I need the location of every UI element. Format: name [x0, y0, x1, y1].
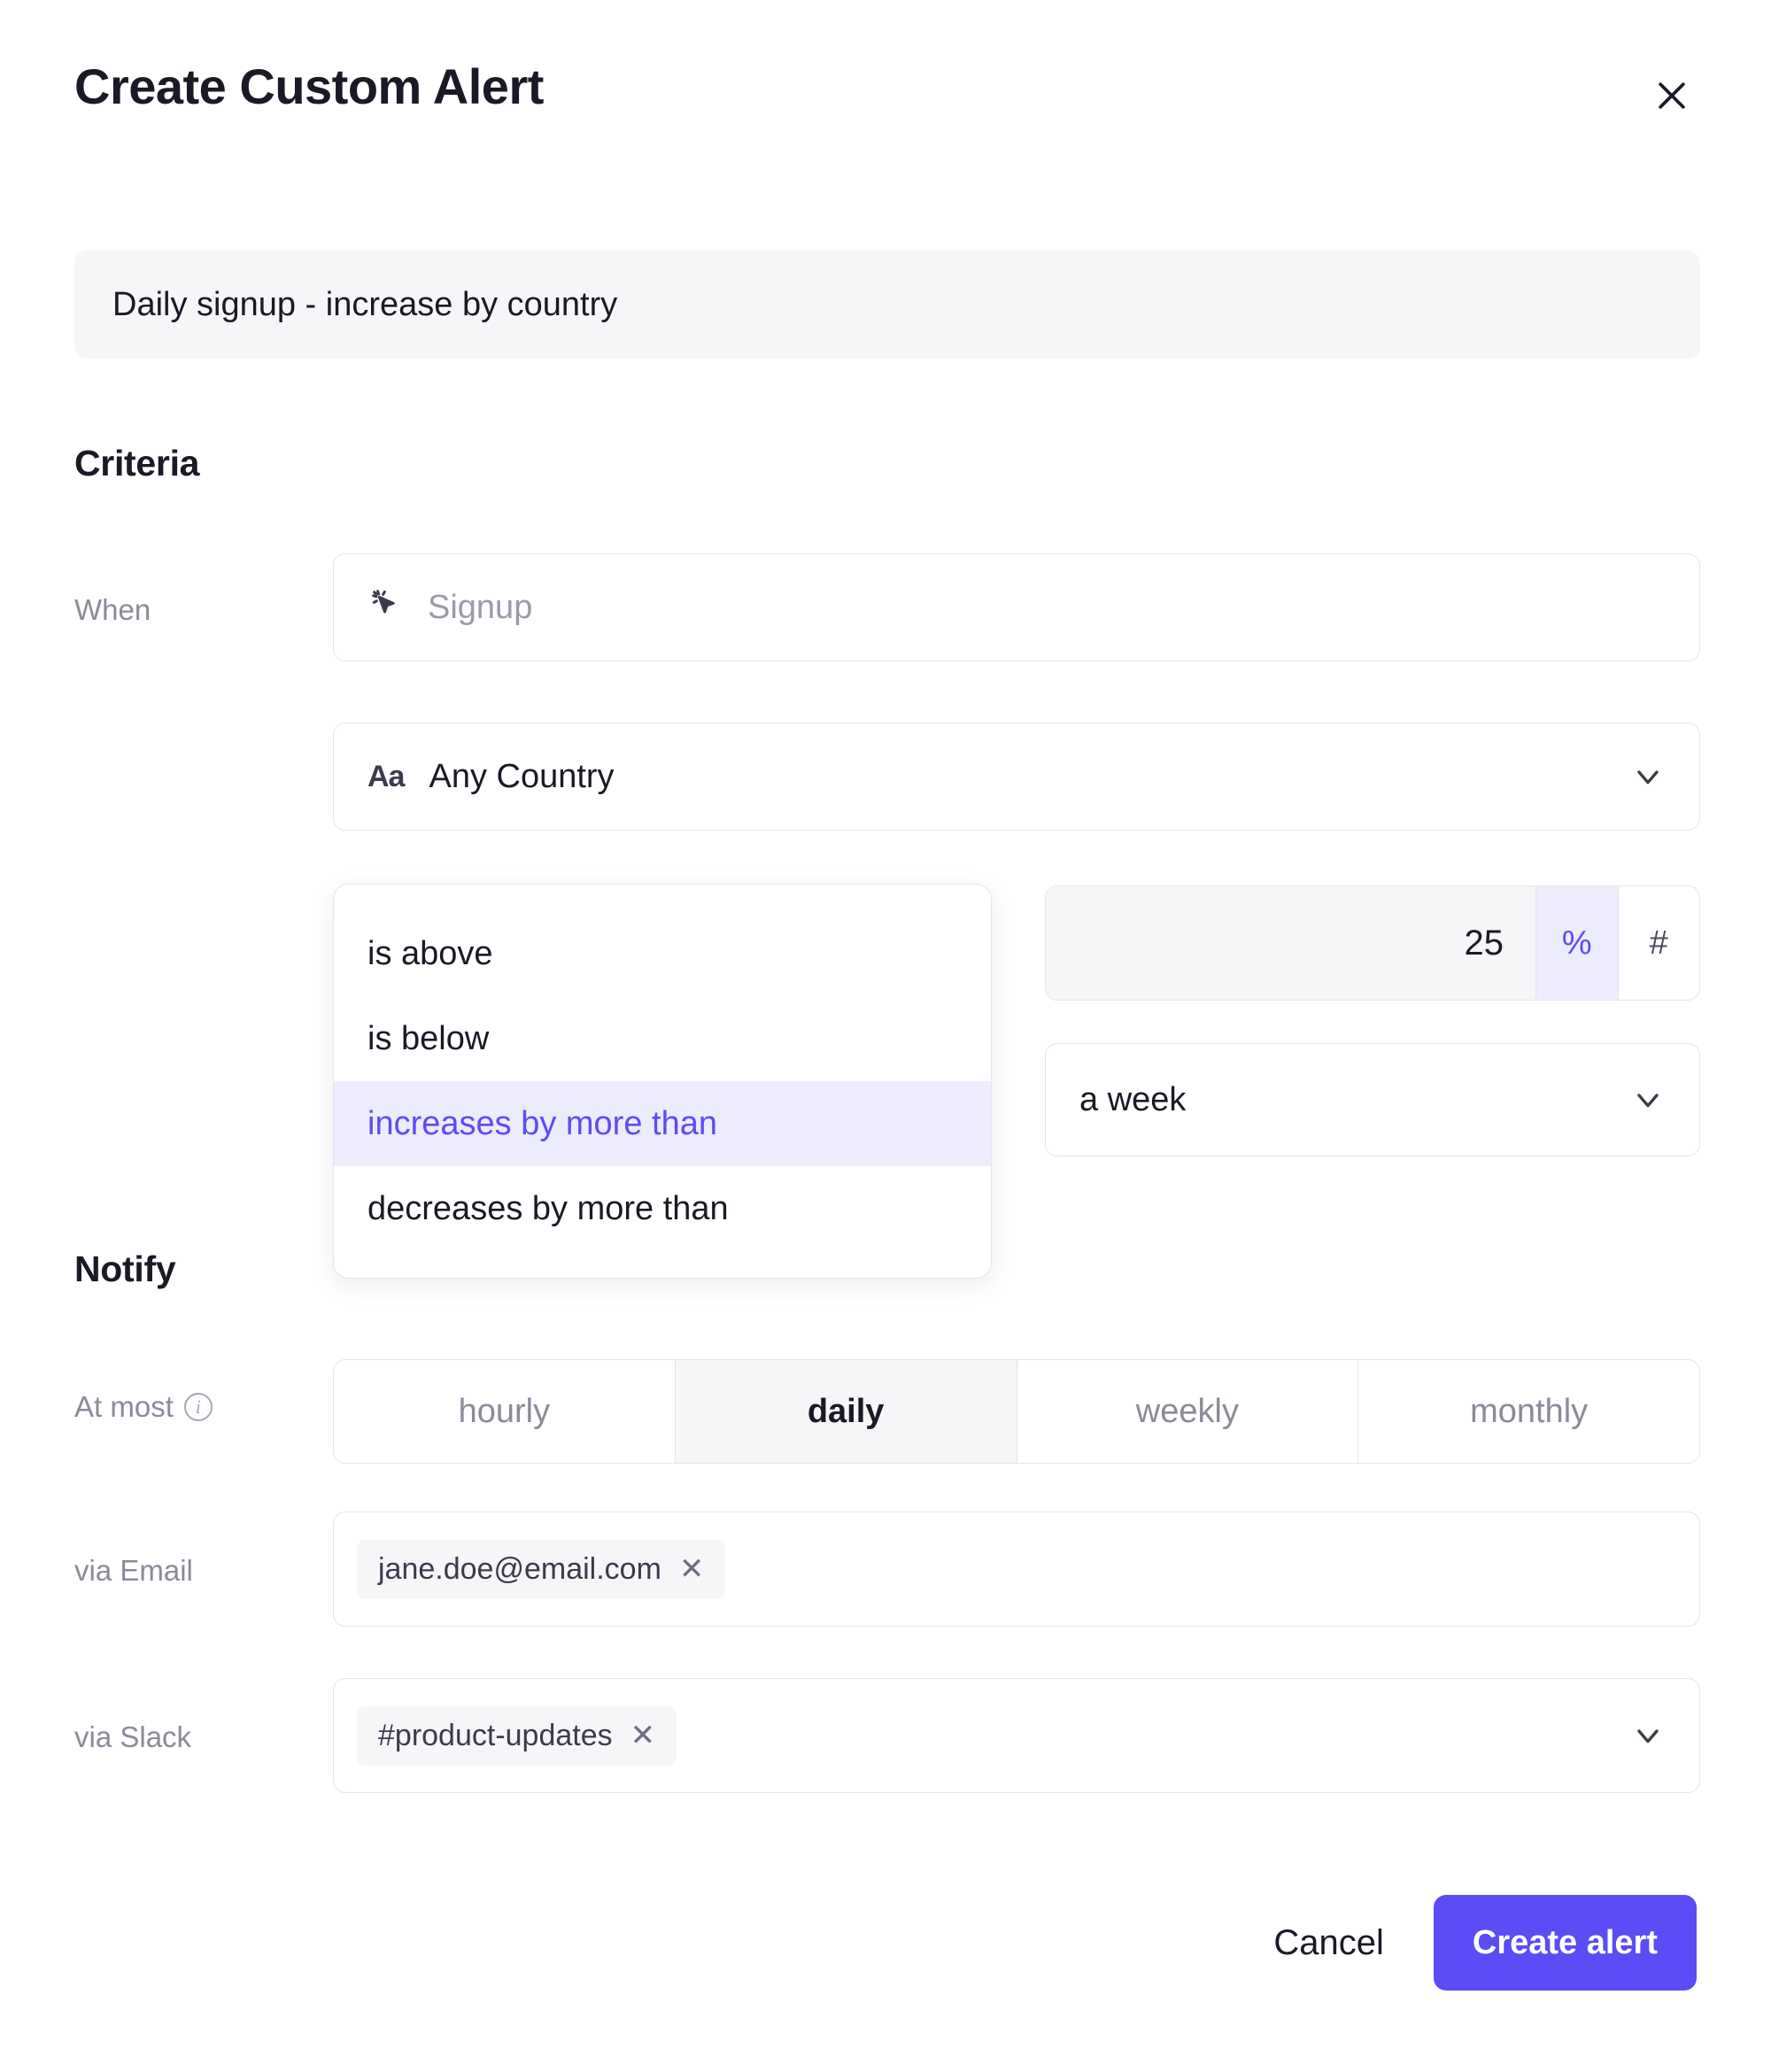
close-icon[interactable] [1647, 71, 1697, 120]
segment-select[interactable] [333, 723, 1700, 831]
dialog-footer [1270, 1895, 1697, 1991]
condition-option-increases-by-more-than[interactable]: increases by more than [334, 1081, 991, 1166]
notify-heading: Notify [74, 1249, 176, 1289]
event-select[interactable] [333, 553, 1700, 661]
at-most-label [74, 1390, 213, 1424]
at-most-label-text: At most [74, 1390, 174, 1423]
condition-option-is-above[interactable]: is above [367, 934, 493, 972]
condition-option-is-below[interactable]: is below [367, 1019, 490, 1057]
unit-count-button[interactable]: # [1618, 886, 1700, 1000]
frequency-option-weekly[interactable]: weekly [1017, 1360, 1359, 1463]
threshold-group [1045, 885, 1700, 1001]
slack-channels-field[interactable] [333, 1678, 1700, 1793]
frequency-option-daily[interactable]: daily [676, 1360, 1017, 1463]
segment-select-value: Any Country [429, 757, 615, 795]
alert-name-input[interactable] [74, 251, 1700, 359]
chevron-down-icon [1630, 1082, 1666, 1117]
period-select-value: a week [1079, 1080, 1187, 1118]
email-token [357, 1540, 725, 1599]
remove-email-token-icon[interactable]: ✕ [678, 1552, 705, 1586]
chevron-down-icon[interactable] [1630, 1718, 1666, 1753]
text-type-icon: Aa [367, 759, 405, 793]
info-icon[interactable]: i [184, 1393, 213, 1421]
dialog-header [74, 58, 1697, 142]
chevron-down-icon [1630, 759, 1666, 794]
condition-option-decreases-by-more-than[interactable]: decreases by more than [367, 1189, 729, 1227]
unit-percent-button[interactable]: % [1535, 886, 1618, 1000]
frequency-segmented-control [333, 1359, 1700, 1464]
email-token-label: jane.doe@email.com [378, 1551, 661, 1586]
criteria-heading: Criteria [74, 443, 200, 483]
frequency-option-hourly[interactable]: hourly [334, 1360, 676, 1463]
condition-dropdown-menu[interactable] [333, 884, 992, 1279]
page-title: Create Custom Alert [74, 58, 544, 114]
period-select[interactable] [1045, 1043, 1700, 1156]
slack-token-label: #product-updates [378, 1718, 613, 1752]
remove-slack-token-icon[interactable]: ✕ [630, 1719, 656, 1752]
frequency-option-monthly[interactable]: monthly [1358, 1360, 1699, 1463]
event-select-value: Signup [428, 588, 533, 626]
slack-token [357, 1706, 677, 1766]
cancel-button[interactable]: Cancel [1270, 1914, 1388, 1972]
via-slack-label: via Slack [74, 1720, 192, 1753]
threshold-input[interactable] [1046, 886, 1535, 1000]
create-alert-button[interactable]: Create alert [1434, 1895, 1697, 1991]
via-email-label: via Email [74, 1554, 193, 1587]
when-label: When [74, 593, 151, 626]
email-recipients-field[interactable] [333, 1511, 1700, 1627]
cursor-click-icon [367, 585, 403, 630]
